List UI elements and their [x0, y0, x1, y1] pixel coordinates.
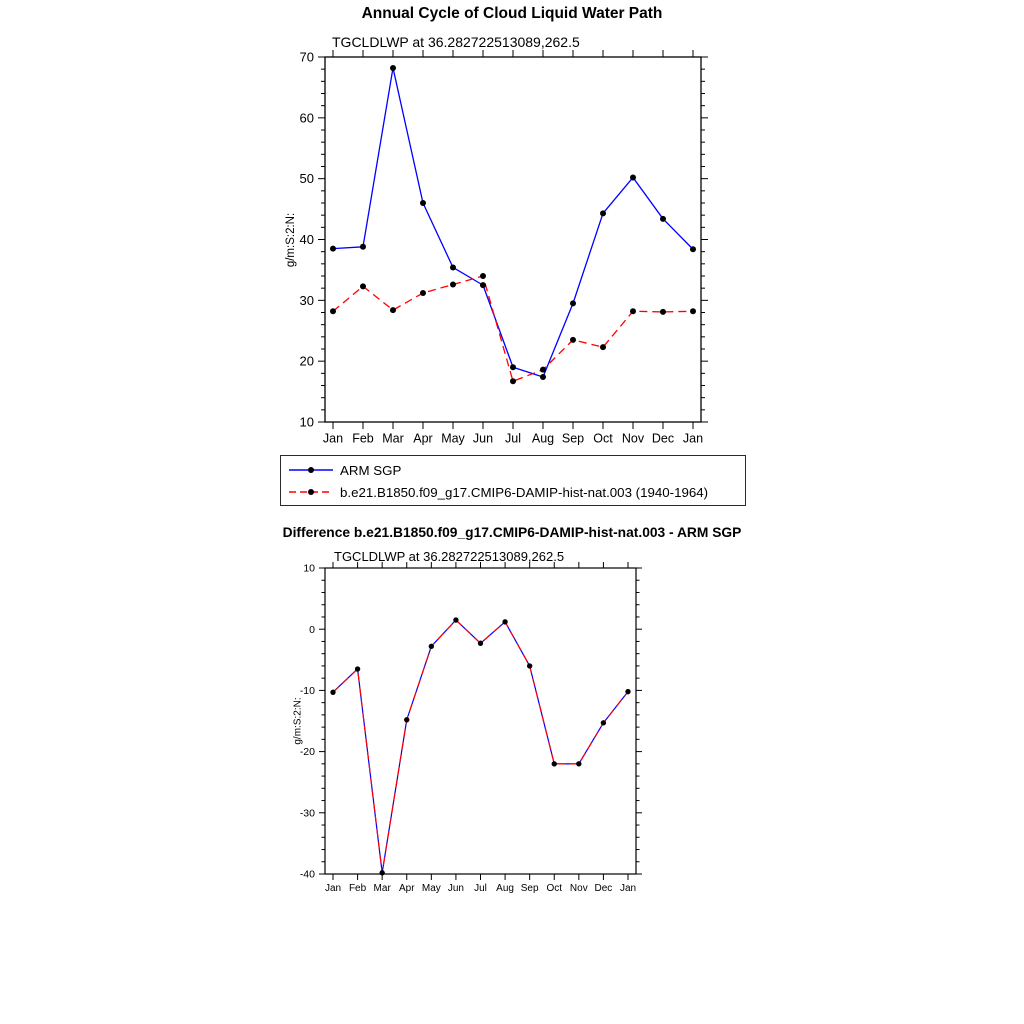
svg-text:Oct: Oct: [593, 431, 613, 446]
svg-text:60: 60: [299, 110, 314, 126]
svg-text:Feb: Feb: [348, 883, 367, 894]
svg-text:Jan: Jan: [619, 883, 637, 894]
svg-text:10: 10: [303, 562, 315, 575]
svg-text:40: 40: [299, 231, 314, 247]
svg-text:Dec: Dec: [651, 431, 675, 446]
svg-text:Apr: Apr: [398, 883, 415, 894]
annual-cycle-chart: [300, 49, 708, 445]
svg-text:50: 50: [299, 171, 314, 187]
svg-text:Oct: Oct: [546, 883, 563, 894]
svg-text:30: 30: [299, 292, 314, 308]
legend-line-sample-arm-sgp: [288, 463, 334, 477]
svg-text:-20: -20: [299, 746, 315, 759]
svg-text:Feb: Feb: [352, 431, 374, 446]
svg-text:Aug: Aug: [531, 431, 555, 446]
svg-text:Jun: Jun: [447, 883, 464, 894]
svg-text:Jan: Jan: [324, 883, 342, 894]
svg-text:10: 10: [299, 414, 314, 430]
svg-text:Nov: Nov: [621, 431, 645, 446]
svg-text:-30: -30: [299, 807, 315, 820]
svg-text:20: 20: [299, 353, 314, 369]
svg-text:Jul: Jul: [474, 883, 487, 894]
svg-text:Jan: Jan: [322, 431, 344, 446]
top-chart-title: Annual Cycle of Cloud Liquid Water Path: [361, 5, 663, 22]
svg-text:-10: -10: [299, 684, 315, 697]
svg-text:Jan: Jan: [682, 431, 704, 446]
svg-text:70: 70: [299, 49, 314, 65]
svg-text:Jul: Jul: [505, 431, 521, 446]
svg-text:Dec: Dec: [594, 883, 613, 894]
svg-text:May: May: [441, 431, 465, 446]
top-chart-subtitle: TGCLDLWP at 36.282722513089,262.5: [332, 34, 580, 50]
svg-text:Apr: Apr: [413, 431, 433, 446]
svg-text:Nov: Nov: [569, 883, 588, 894]
svg-text:-40: -40: [299, 868, 315, 881]
legend-label-model: b.e21.B1850.f09_g17.CMIP6-DAMIP-hist-nat.003 (1940-1964): [340, 484, 709, 500]
difference-chart: [300, 562, 642, 894]
legend-line-sample-model: [288, 485, 334, 499]
legend-row-model: [288, 481, 745, 503]
legend-label-arm-sgp: ARM SGP: [340, 462, 402, 478]
svg-text:Mar: Mar: [373, 883, 391, 894]
svg-text:0: 0: [309, 623, 315, 636]
svg-text:May: May: [421, 883, 441, 894]
svg-text:Jun: Jun: [472, 431, 494, 446]
legend: [280, 455, 746, 506]
diff-chart-title: Difference b.e21.B1850.f09_g17.CMIP6-DAMIP-hist-nat.003 - ARM SGP: [282, 525, 742, 540]
legend-row-arm-sgp: [288, 459, 745, 481]
diff-chart-y-axis-label: g/m:S:2:N:: [292, 697, 304, 745]
svg-text:Aug: Aug: [496, 883, 514, 894]
svg-text:Mar: Mar: [382, 431, 404, 446]
diff-chart-subtitle: TGCLDLWP at 36.282722513089,262.5: [334, 549, 565, 564]
svg-text:Sep: Sep: [520, 883, 539, 894]
top-chart-y-axis-label: g/m:S:2:N:: [285, 212, 297, 268]
svg-text:Sep: Sep: [561, 431, 585, 446]
